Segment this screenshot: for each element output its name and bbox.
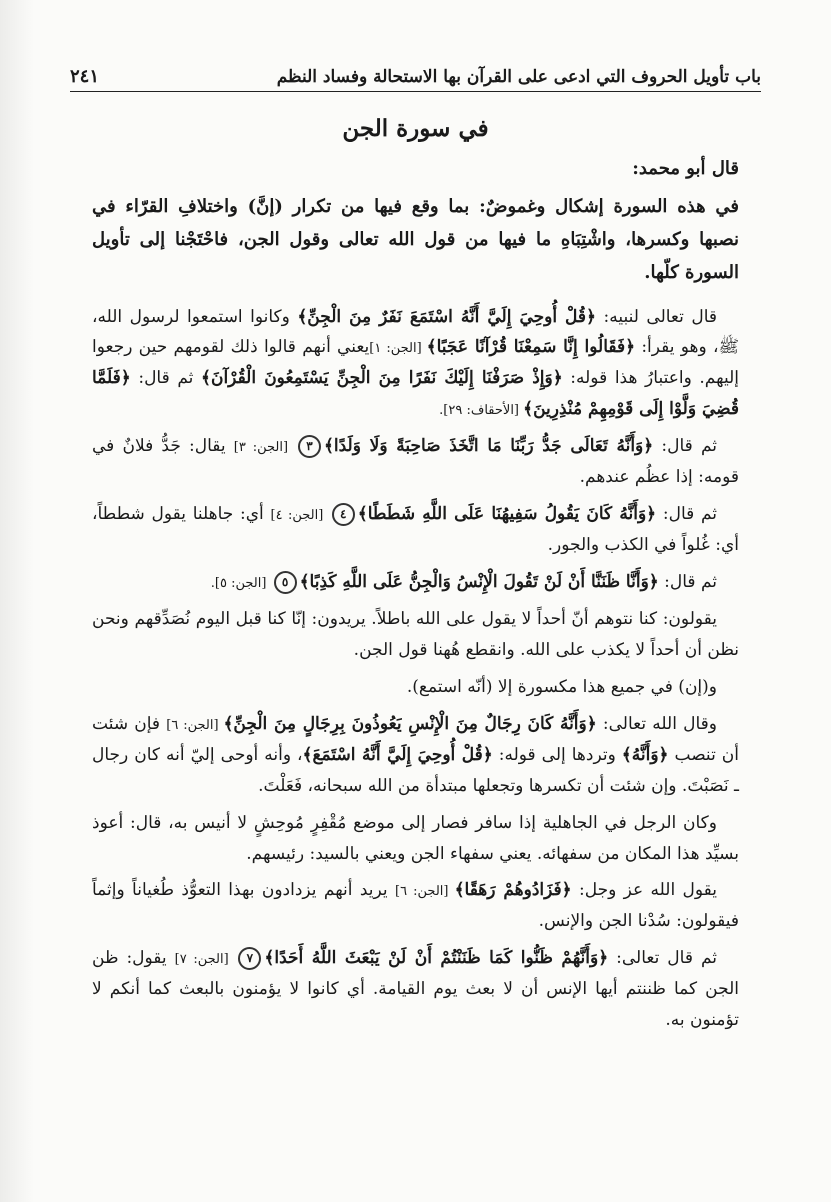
- header-title: باب تأويل الحروف التي ادعى على القرآن بها الاستحالة وفساد النظم: [276, 67, 761, 87]
- quran-quote: ﴿قُلْ أُوحِيَ إِلَيَّ أَنَّهُ اسْتَمَعَ﴾: [302, 744, 493, 765]
- paragraph-7: [92, 709, 739, 802]
- verse-reference: [الجن: ٤]: [270, 508, 329, 524]
- quran-quote: ﴿قُلْ أُوحِيَ إِلَيَّ أَنَّهُ اسْتَمَعَ نَفَرٌ مِنَ الْجِنِّ﴾: [297, 306, 597, 327]
- text-run: ثم قال:: [658, 572, 717, 592]
- paragraph-3: [92, 499, 739, 561]
- paragraph-6: و(إن) في جميع هذا مكسورة إلا (أنّه استمع).: [406, 676, 717, 697]
- quran-quote: ﴿وَأَنَّهُ﴾: [621, 744, 669, 765]
- text-run: وكانوا استمعوا لرسول الله، ﷺ، وهو يقرأ:: [92, 306, 739, 358]
- verse-reference: [الأحقاف: ٢٩].: [439, 403, 524, 419]
- quran-quote: ﴿فَقَالُوا إِنَّا سَمِعْنَا قُرْآنًا عَجَبًا﴾: [426, 337, 636, 358]
- text-run: يعني أنهم قالوا ذلك لقومهم حين رجعوا إليهم. واعتبارُ هذا قوله:: [92, 337, 739, 389]
- ayah-marker-icon: ٣: [298, 435, 321, 458]
- text-run: ، وأنه أوحى إليّ أنه كان رجال ـ نَصَبْتَ. وإن شئت أن تكسرها وتجعلها مبتدأة من الله سبحانه، فَعَلْتَ.: [92, 744, 739, 796]
- paragraph-2: [92, 431, 739, 493]
- quran-quote: ﴿فَلَمَّا قُضِيَ وَلَّوْا إِلَى قَوْمِهِمْ مُنْذِرِينَ﴾: [92, 368, 739, 420]
- intro-paragraph: في هذه السورة إشكال وغموضٌ: بما وقع فيها من تكرار (إنَّ) واختلافِ القرّاء في نصبها وكسرها، واشْتِبَاهِ ما فيها من قول الله تعالى وقول الجن، فاحْتَجْنا إلى تأويل السورة كلّها.: [92, 196, 739, 283]
- author-line: قال أبو محمد:: [632, 157, 739, 179]
- paragraph-1: [92, 302, 739, 426]
- quran-quote: ﴿وَأَنَّهُ تَعَالَى جَدُّ رَبِّنَا مَا اتَّخَذَ صَاحِبَةً وَلَا وَلَدًا﴾: [323, 436, 654, 457]
- text-run: يريد أنهم يزدادون بهذا التعوُّذ طُغياناً وإثماً فيقولون: سُدْنا الجن والإنس.: [92, 880, 739, 932]
- verse-reference: [الجن: ١]: [369, 341, 427, 357]
- verse-reference: [الجن: ٣]: [233, 440, 295, 456]
- text-run: ثم قال تعالى:: [608, 948, 717, 969]
- verse-reference: [الجن: ٦]: [166, 717, 224, 733]
- quran-quote: ﴿وَأَنَّهُ كَانَ رِجَالٌ مِنَ الْإِنْسِ يَعُوذُونَ بِرِجَالٍ مِنَ الْجِنِّ﴾: [223, 713, 597, 734]
- text-run: ثم قال:: [653, 436, 718, 457]
- ayah-marker-icon: ٥: [274, 571, 297, 594]
- ayah-marker-icon: ٤: [332, 503, 355, 526]
- paragraph-4: [92, 567, 739, 598]
- text-run: يقول الله عز وجل:: [571, 880, 718, 901]
- verse-reference: [الجن: ٧]: [174, 952, 236, 968]
- verse-reference: [الجن: ٦]: [395, 884, 455, 900]
- text-run: فإن شئت أن تنصب: [92, 713, 740, 765]
- ayah-marker-icon: ٧: [238, 947, 261, 970]
- paragraph-9: [92, 875, 739, 937]
- paragraph-8: وكان الرجل في الجاهلية إذا سافر فصار إلى موضع مُقْفِرٍ مُوحِشٍ لا أنيس به، قال: أعوذ بسيِّد هذا المكان من سفهائه. يعني سفهاء الجن ويعني بالسيد: رئيسهم.: [92, 812, 739, 864]
- text-run: قال تعالى لنبيه:: [596, 306, 717, 327]
- page-number: ٢٤١: [70, 66, 100, 87]
- quran-quote: ﴿وَأَنَّا ظَنَنَّا أَنْ لَنْ تَقُولَ الْإِنْسُ وَالْجِنُّ عَلَى اللَّهِ كَذِبًا﴾: [299, 572, 659, 592]
- paragraph-5: يقولون: كنا نتوهم أنّ أحداً لا يقول على الله باطلاً. يريدون: إنّا كنا قبل اليوم نُصَدِّقهم ونحن نظن أن أحداً لا يكذب على الله. وانقطع هُهنا قول الجن.: [92, 608, 739, 660]
- text-run: ثم قال:: [130, 368, 202, 389]
- text-run: ثم قال:: [656, 504, 718, 525]
- page-body: [92, 112, 739, 1042]
- running-header: [70, 52, 761, 92]
- text-run: أي: جاهلنا يقول شططاً، أي: غُلواً في الكذب والجور.: [92, 504, 739, 556]
- text-run: وقال الله تعالى:: [596, 713, 718, 734]
- verse-reference: [الجن: ٥].: [210, 576, 271, 591]
- paragraph-10: [92, 943, 739, 1036]
- quran-quote: ﴿وَإِذْ صَرَفْنَا إِلَيْكَ نَفَرًا مِنَ الْجِنِّ يَسْتَمِعُونَ الْقُرْآنَ﴾: [201, 368, 563, 389]
- text-run: يقول: ظن الجن كما ظننتم أيها الإنس أن لا بعث يوم القيامة. أي كانوا لا يؤمنون بالبعث كما أنكم لا تؤمنون به.: [92, 948, 739, 1031]
- text-run: وتردها إلى قوله:: [492, 744, 622, 765]
- page-edge-shadow: [0, 0, 34, 1202]
- section-title: في سورة الجن: [342, 115, 489, 142]
- quran-quote: ﴿فَزَادُوهُمْ رَهَقًا﴾: [454, 880, 572, 901]
- text-run: يقال: جَدُّ فلانٌ في قومه: إذا عظُم عندهم.: [92, 436, 739, 488]
- quran-quote: ﴿وَأَنَّهُ كَانَ يَقُولُ سَفِيهُنَا عَلَى اللَّهِ شَطَطًا﴾: [357, 504, 657, 525]
- quran-quote: ﴿وَأَنَّهُمْ ظَنُّوا كَمَا ظَنَنْتُمْ أَنْ لَنْ يَبْعَثَ اللَّهُ أَحَدًا﴾: [264, 948, 609, 969]
